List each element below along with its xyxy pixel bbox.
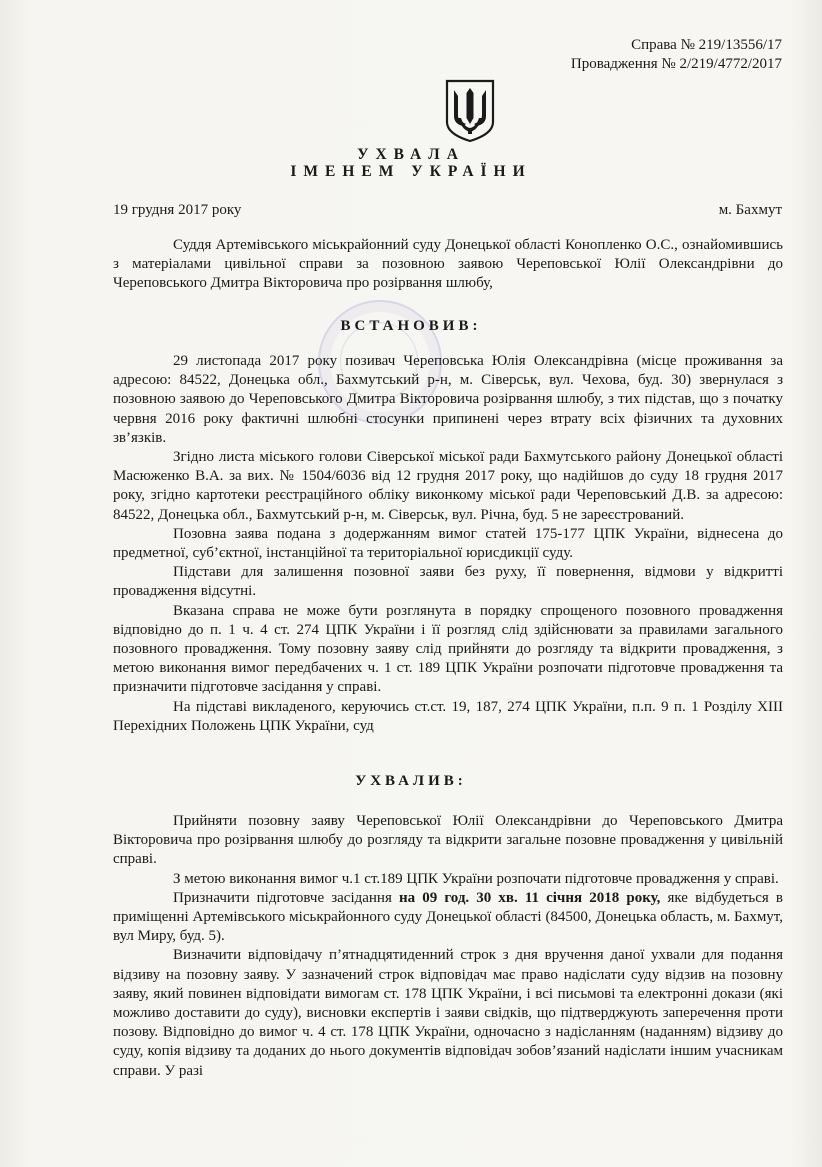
ruled-section [113, 812, 783, 1081]
intro-paragraph: Суддя Артемівського міськрайонний суду Донецької області Коноплeнко О.С., ознайомившись з матеріалами цивільної справи за позовною заявою Череповської Юлії Олександрівни до Череповського Дмитра Вікторовича про розірвання шлюбу, [113, 237, 783, 292]
hearing-text-after: яке відбудеться в приміщенні Артемівського міськрайонного суду Донецької області (84500, Донецька область, м. Бахмут, вул Миру, буд. 5). [113, 889, 783, 945]
case-number-label: Справа № [631, 37, 699, 53]
date-place-line [113, 202, 782, 219]
established-section [113, 352, 783, 736]
case-info [571, 36, 782, 74]
hearing-datetime: на 09 год. 30 хв. 11 січня 2018 року, [398, 889, 661, 906]
document-date: 19 грудня 2017 року [113, 202, 242, 218]
proceeding-number: 2/219/4772/2017 [679, 56, 782, 72]
case-number-line [571, 36, 782, 55]
document-place: м. Бахмут [718, 202, 782, 218]
established-paragraph: Вказана справа не може бути розглянута в порядку спрощеного позовного провадження відповідно до п. 1 ч. 4 ст. 274 ЦПК України і її розгляд слід здійснювати за правилами загального позовного провадження. Тому позовну заяву слід прийняти до розгляду та відкрити провадження, з метою виконання вимог передбачених ч. 1 ст. 189 ЦПК України розпочати підготовче провадження та призначити підготовче засідання у справі. [113, 602, 783, 696]
proceeding-label: Провадження № [570, 56, 680, 72]
established-paragraph: Згідно листа міського голови Сіверської міської ради Бахмутського району Донецької області Масюженко В.А. за вих. № 1504/6036 від 12 грудня 2017 року, що надійшов до суду 18 грудня 2017 року, згідно картотеки реєстраційного обліку виконкому міської ради Череповський Д.В. за адресою: 84522, Донецька обл., Бахмутський р-н, м. Сіверськ, вул. Річна, буд. 5 не зареєстрований. [113, 449, 783, 523]
ruled-heading: УХВАЛИВ: [355, 773, 467, 789]
established-paragraph: Позовна заява подана з додержанням вимог статей 175-177 ЦПК України, віднесена до предметної, суб’єктної, інстанційної та територіальної юрисдикції суду. [113, 525, 783, 562]
ruled-paragraph-response: Визначити відповідачу п’ятнадцятиденний строк з дня вручення даної ухвали для подання відзиву на позовну заяву. У зазначений строк відповідач має право надіслати суду відзив на позовну заяву, який повинен відповідати вимогам ст. 178 ЦПК України, і всі письмові та електронні докази (які можливо доставити до суду), висновки експертів і заяви свідків, що підтверджують заперечення проти позову. Відповідно до вимог ч. 4 ст. 178 ЦПК України, одночасно з надісланням (наданням) відзиву до суду, копія відзиву та доданих до нього документів відповідач зобов’язаний надіслати іншим учасникам справи. У разі [113, 947, 783, 1079]
hearing-text-before: Призначити підготовче засідання [173, 889, 399, 906]
intro-paragraph-block [113, 236, 783, 294]
established-paragraph: Підстави для залишення позовної заяви без руху, її повернення, відмови у відкритті провадження відсутні. [113, 564, 783, 600]
established-heading: ВСТАНОВИВ: [340, 318, 482, 334]
document-subtitle: ІМЕНЕМ УКРАЇНИ [290, 163, 532, 180]
established-paragraph: 29 листопада 2017 року позивач Череповська Юлія Олександрівна (місце проживання за адресою: 84522, Донецька обл., Бахмутський р-н, м. Сіверськ, вул. Чехова, буд. 30) звернулася з позовною заявою до Череповського Дмитра Вікторовича розірвання шлюбу, з тих підстав, що з початку червня 2016 року фактичні шлюбні стосунки припинені через втрату всіх фізичних та духовних зв’язків. [113, 353, 783, 446]
proceeding-number-line [571, 55, 782, 74]
document-title: УХВАЛА [357, 146, 465, 163]
ruled-paragraph-hearing [113, 889, 783, 947]
ruled-paragraph-preparatory: З метою виконання вимог ч.1 ст.189 ЦПК України розпочати підготовче провадження у справі. [173, 870, 779, 887]
ruled-paragraph-accept: Прийняти позовну заяву Череповської Юлії Олександрівни до Череповського Дмитра Вікторовича про розірвання шлюбу до розгляду та відкрити загальне позовне провадження у цивільній справі. [113, 813, 783, 868]
established-paragraph: На підставі викладеного, керуючись ст.ст. 19, 187, 274 ЦПК України, п.п. 9 п. 1 Розділу ХІІІ Перехідних Положень ЦПК України, суд [113, 698, 783, 734]
case-number: 219/13556/17 [698, 37, 782, 53]
tryzub-icon [444, 78, 496, 144]
